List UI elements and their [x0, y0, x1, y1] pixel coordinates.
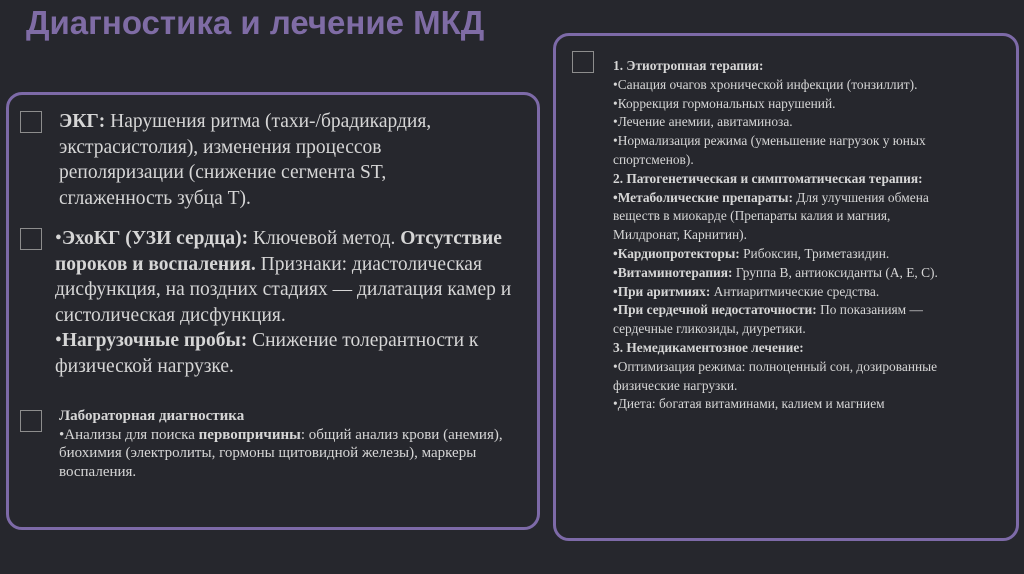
bullet: •: [55, 228, 62, 249]
echo-bold-text: Отсутствие пороков и воспаления.: [55, 228, 502, 275]
list-item: •Кардиопротекторы: Рибоксин, Триметазидин.: [613, 245, 890, 261]
list-item: •При сердечной недостаточности: По показаниям —: [613, 302, 923, 318]
checkbox-icon: [572, 51, 594, 73]
list-item: физические нагрузки.: [613, 377, 738, 393]
bullet: •: [55, 330, 62, 351]
checkbox-icon: [20, 410, 42, 432]
list-item: •Метаболические препараты: Для улучшения обмена: [613, 189, 929, 205]
list-item: •Лечение анемии, авитаминоза.: [613, 114, 793, 130]
list-item: •Витаминотерапия: Группа В, антиоксиданты (А, Е, С).: [613, 264, 938, 280]
list-item: •Коррекция гормональных нарушений.: [613, 95, 836, 111]
list-item: сердечные гликозиды, диуретики.: [613, 321, 806, 337]
pathogenetic-heading: 2. Патогенетическая и симптоматическая терапия:: [613, 170, 923, 186]
load-test-heading: Нагрузочные пробы:: [61, 330, 248, 351]
list-item: •Нормализация режима (уменьшение нагрузок у юных: [613, 133, 926, 149]
echo-text1: Ключевой метод.: [248, 228, 401, 249]
ekg-text: Нарушения ритма (тахи-/брадикардия, экстрасистолия), изменения процессов реполяризации (снижение сегмента ST, сглаженность зубца Т).: [59, 111, 432, 209]
list-item: •Санация очагов хронической инфекции (тонзиллит).: [613, 76, 918, 92]
echo-paragraph: [55, 226, 533, 379]
echo-text2: Признаки: диастолическая дисфункция, на поздних стадиях — дилатация камер и систолическая дисфункция.: [55, 253, 512, 326]
list-item: •Оптимизация режима: полноценный сон, дозированные: [613, 358, 938, 374]
list-item: Милдронат, Карнитин).: [613, 227, 747, 243]
lab-text: •Анализы для поиска первопричины: общий анализ крови (анемия), биохимия (электролиты, гормоны щитовидной железы), маркеры воспаления.: [59, 426, 503, 480]
treatment-text: [613, 57, 1008, 414]
list-item: •При аритмиях: Антиаритмические средства.: [613, 283, 880, 299]
list-item: веществ в миокарде (Препараты калия и магния,: [613, 208, 891, 224]
checkbox-icon: [20, 228, 42, 250]
lab-paragraph: [59, 407, 521, 481]
list-item: спортсменов).: [613, 151, 694, 167]
lab-heading: Лабораторная диагностика: [59, 408, 245, 424]
ekg-paragraph: [59, 109, 499, 211]
etiotropic-heading: 1. Этиотропная терапия:: [613, 58, 764, 73]
checkbox-icon: [20, 111, 42, 133]
ekg-heading: ЭКГ:: [59, 111, 106, 132]
non-drug-heading: 3. Немедикаментозное лечение:: [613, 339, 804, 355]
slide-title: Диагностика и лечение МКД: [26, 4, 485, 41]
echo-heading: ЭхоКГ (УЗИ сердца):: [61, 228, 249, 249]
load-test-text: Снижение толерантности к физической нагрузке.: [55, 330, 479, 377]
list-item: •Диета: богатая витаминами, калием и магнием: [613, 396, 885, 412]
